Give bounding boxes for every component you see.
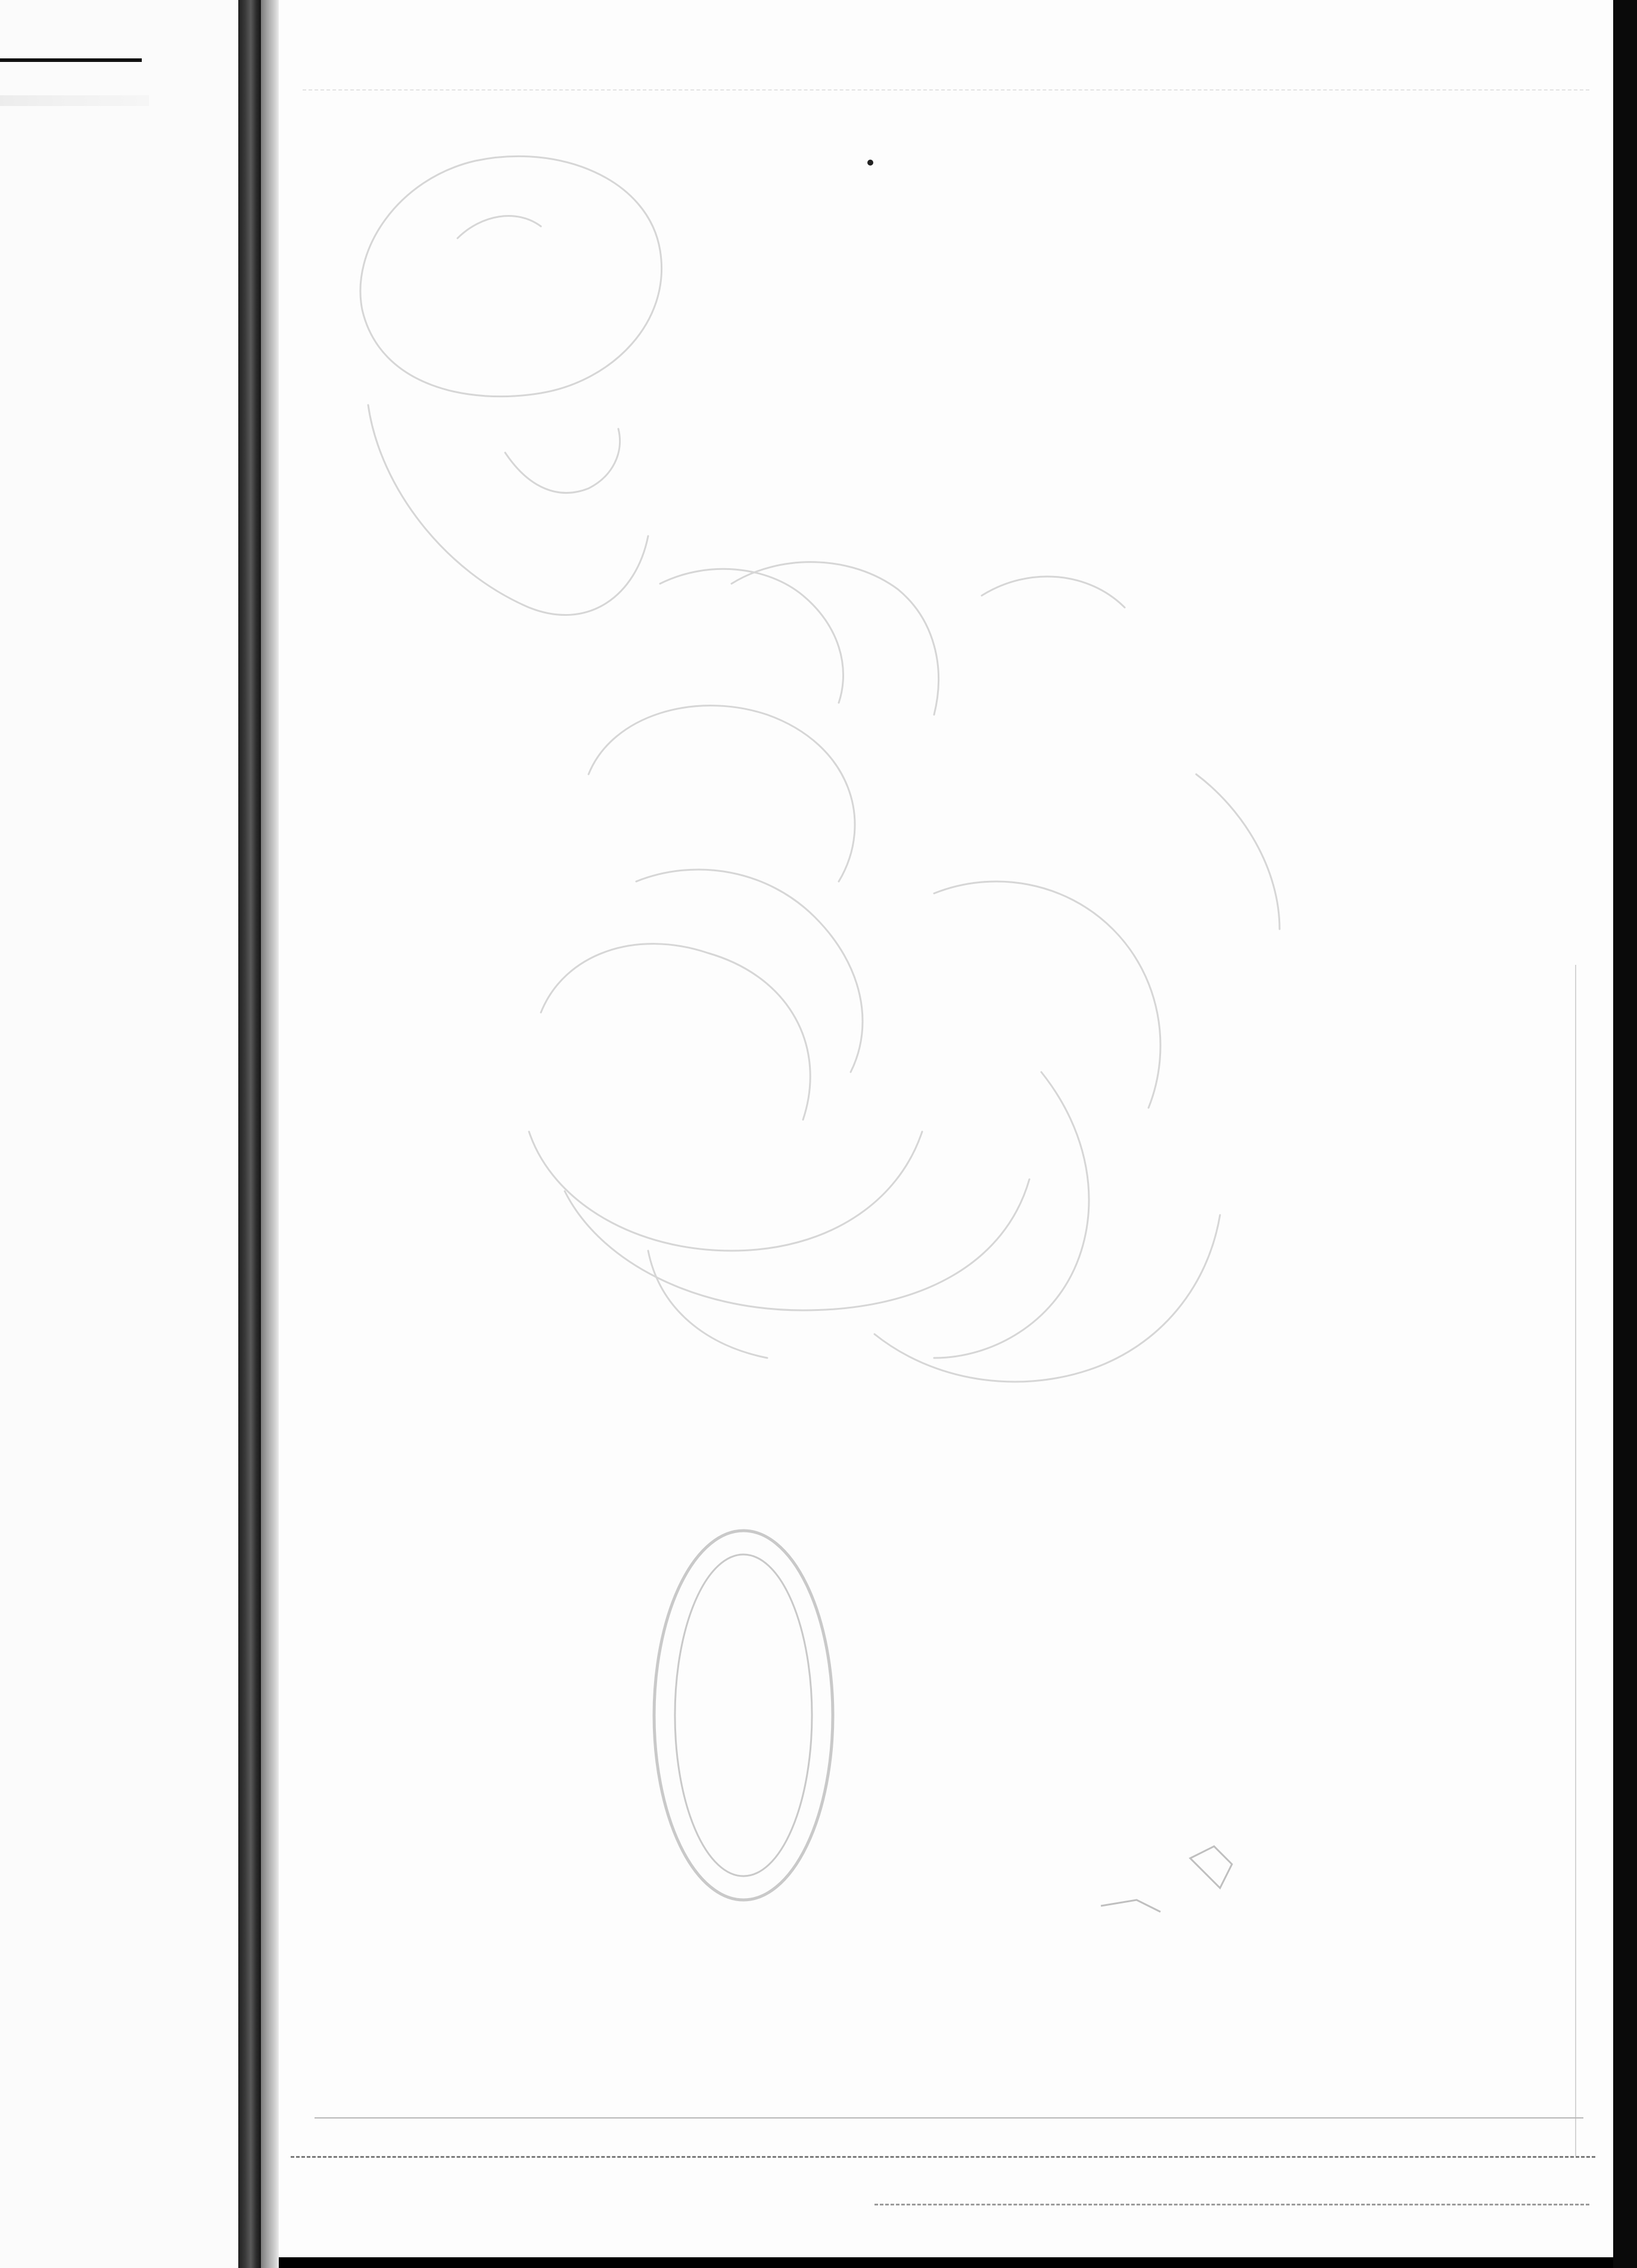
ghost-stroke xyxy=(934,881,1160,1108)
left-page xyxy=(0,0,238,2268)
ghost-stroke xyxy=(1196,774,1280,929)
blank-verso-page xyxy=(279,0,1613,2257)
ghost-stroke xyxy=(660,569,844,703)
right-scan-border xyxy=(1613,0,1637,2268)
ghost-stroke xyxy=(368,405,648,615)
ghost-stroke xyxy=(458,216,541,238)
ghost-stroke xyxy=(541,944,810,1120)
ghost-stroke xyxy=(1101,1900,1160,1912)
binding-gutter xyxy=(238,0,261,2268)
ghost-stroke xyxy=(648,1251,767,1358)
ghost-stroke xyxy=(360,156,662,396)
ghost-stroke xyxy=(529,1132,922,1251)
page-bottom-wear xyxy=(874,2204,1589,2208)
ghost-stroke xyxy=(982,577,1125,608)
ghost-stamp-ring xyxy=(675,1554,812,1876)
header-rule xyxy=(0,58,142,62)
ghost-stroke xyxy=(1190,1846,1232,1888)
page-bottom-edge xyxy=(291,2156,1595,2158)
ghost-stamp-ring xyxy=(654,1531,833,1900)
ghost-stroke xyxy=(874,1215,1220,1382)
plate-mark-right xyxy=(1575,965,1576,2156)
ghost-stroke xyxy=(505,429,620,493)
ghost-stroke xyxy=(565,1179,1029,1310)
ink-speck xyxy=(867,160,873,166)
show-through-engraving xyxy=(279,0,1613,2257)
binding-shadow xyxy=(261,0,279,2268)
plate-mark-bottom xyxy=(315,2117,1583,2119)
plate-mark-top xyxy=(303,89,1589,91)
header-faint-band xyxy=(0,95,149,106)
ghost-stroke xyxy=(589,706,855,881)
ghost-stroke xyxy=(934,1072,1089,1358)
